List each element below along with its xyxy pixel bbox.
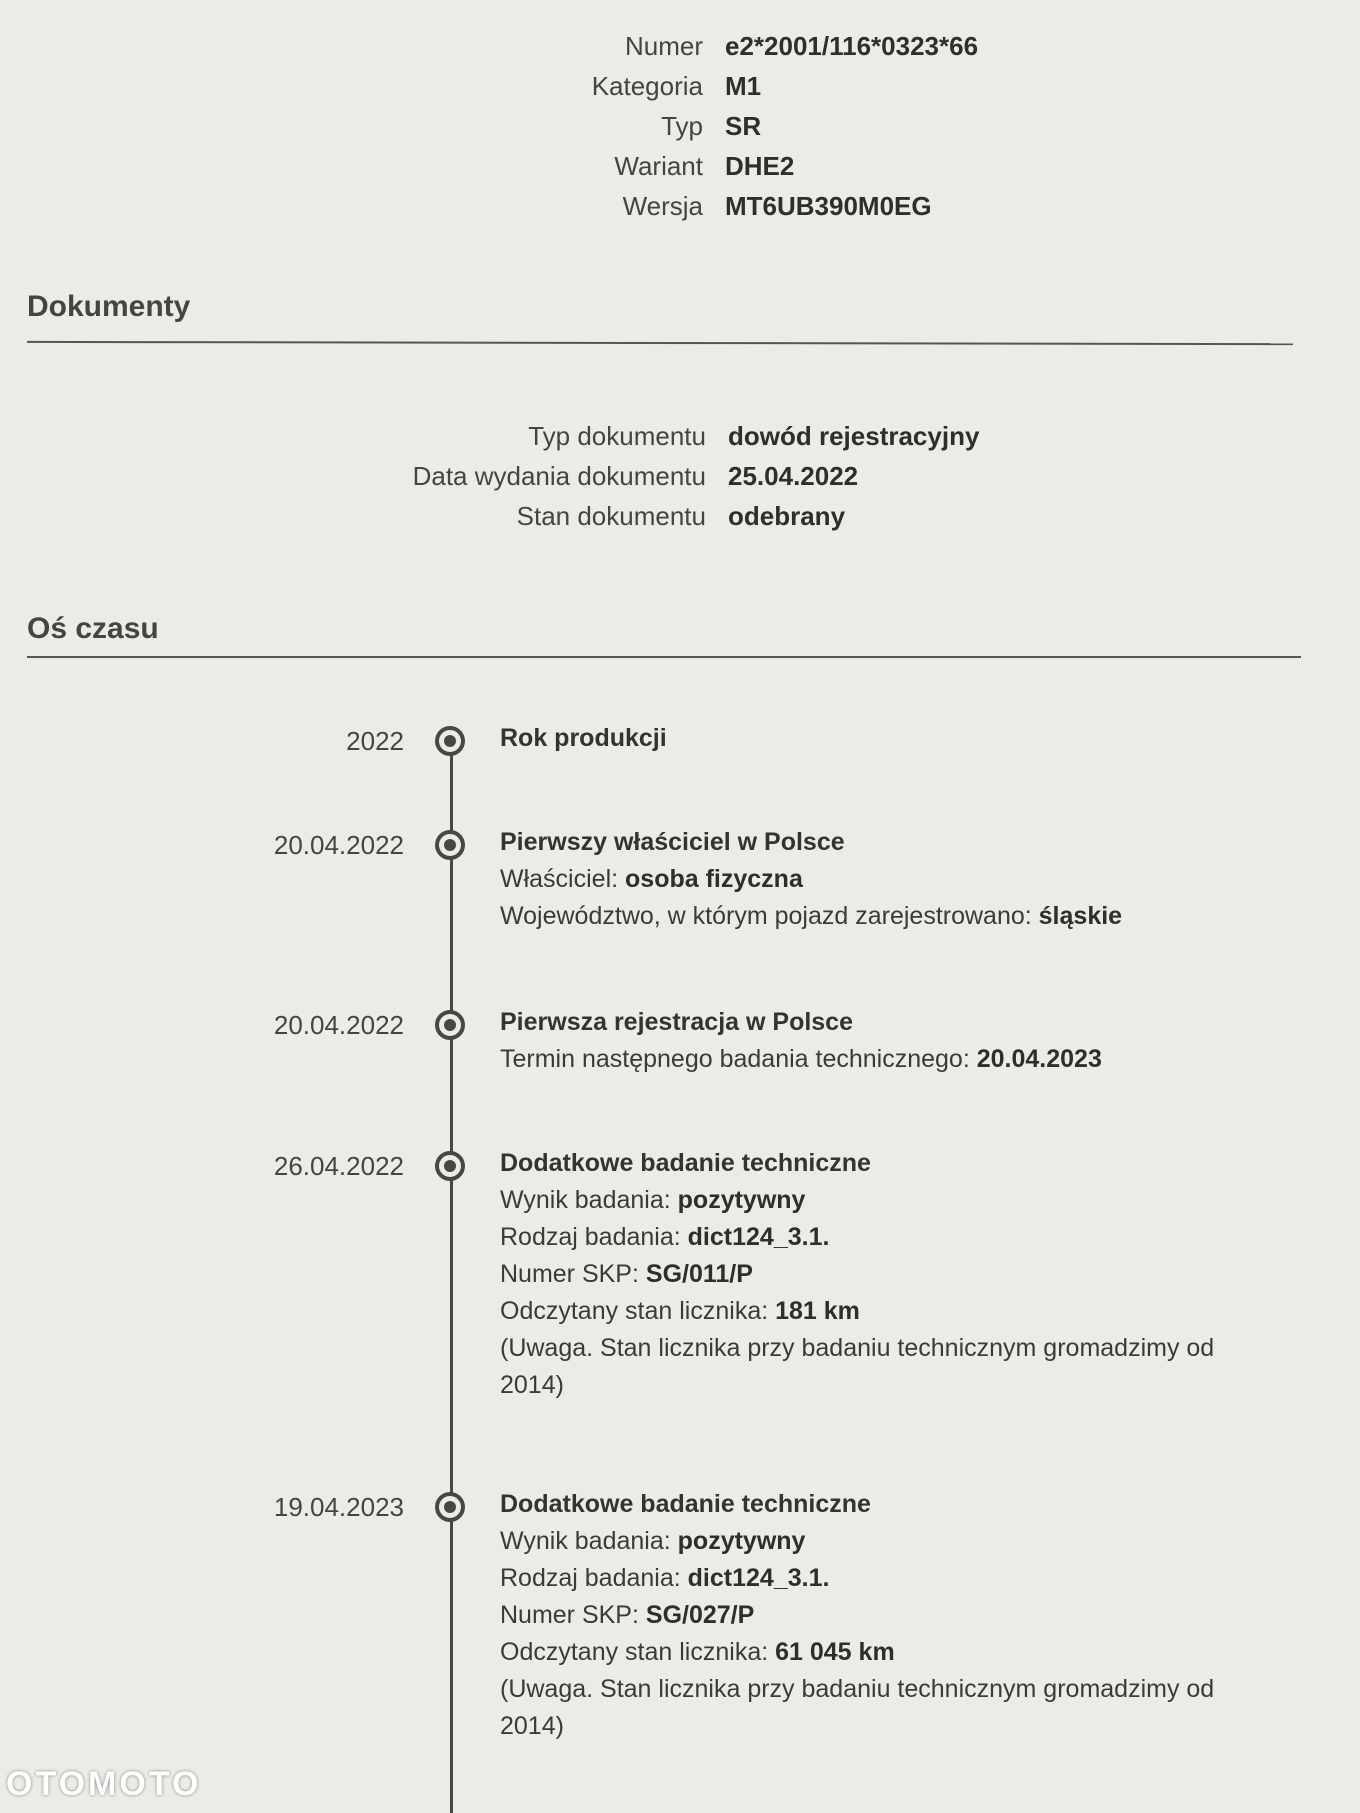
detail-value: dict124_3.1.: [687, 1223, 830, 1251]
document-row-type: [0, 416, 979, 456]
detail-value: 181 km: [775, 1297, 860, 1325]
detail-label: Numer SKP:: [500, 1260, 639, 1288]
detail-label: Odczytany stan licznika:: [500, 1638, 769, 1666]
event-date: 26.04.2022: [273, 1151, 404, 1181]
event-detail: [500, 1041, 1260, 1078]
vehicle-approval-details: [0, 26, 978, 226]
event-body: [500, 1004, 1260, 1078]
event-title: Dodatkowe badanie techniczne: [500, 1490, 871, 1518]
field-value: M1: [725, 70, 762, 101]
field-value: DHE2: [725, 150, 795, 181]
event-body: [500, 720, 1260, 757]
detail-value: pozytywny: [677, 1186, 806, 1214]
event-detail: [500, 1219, 1260, 1256]
document-row-issue-date: [0, 456, 979, 496]
timeline-axis: [450, 744, 453, 1813]
detail-value: osoba fizyczna: [625, 865, 803, 893]
event-detail: [500, 1182, 1260, 1219]
note-text: (Uwaga. Stan licznika przy badaniu technicznym gromadzimy od 2014): [500, 1675, 1215, 1740]
event-detail: [500, 1560, 1260, 1597]
vehicle-row-category: [0, 66, 978, 106]
field-value: e2*2001/116*0323*66: [725, 30, 979, 61]
event-note: [500, 1671, 1260, 1745]
event-body: [500, 1145, 1260, 1404]
event-note: [500, 1330, 1260, 1404]
vehicle-row-version: [0, 186, 978, 226]
detail-value: SG/027/P: [645, 1601, 755, 1629]
detail-label: Odczytany stan licznika:: [500, 1297, 769, 1325]
field-value: odebrany: [728, 500, 846, 531]
event-body: [500, 824, 1260, 935]
detail-label: Właściciel:: [500, 865, 619, 893]
field-label: Typ: [661, 110, 703, 141]
field-label: Wariant: [614, 150, 703, 181]
event-detail: [500, 861, 1260, 898]
detail-label: Rodzaj badania:: [500, 1564, 681, 1592]
event-title: Rok produkcji: [500, 724, 667, 752]
documents-details: [0, 416, 979, 536]
detail-label: Numer SKP:: [500, 1601, 639, 1629]
event-detail: [500, 1523, 1260, 1560]
documents-heading: Dokumenty: [27, 290, 191, 323]
timeline-dot-icon: [435, 1010, 465, 1040]
detail-label: Województwo, w którym pojazd zarejestrowano:: [500, 902, 1032, 930]
detail-value: dict124_3.1.: [687, 1564, 830, 1592]
event-date: 20.04.2022: [273, 1010, 404, 1040]
note-text: (Uwaga. Stan licznika przy badaniu technicznym gromadzimy od 2014): [500, 1334, 1215, 1399]
field-value: MT6UB390M0EG: [725, 190, 932, 221]
field-label: Data wydania dokumentu: [412, 460, 706, 491]
event-date: 19.04.2023: [273, 1492, 404, 1522]
timeline-heading: Oś czasu: [27, 612, 159, 645]
event-title: Pierwszy właściciel w Polsce: [500, 828, 845, 856]
timeline-dot-icon: [435, 726, 465, 756]
event-detail: [500, 1293, 1260, 1330]
event-title: Dodatkowe badanie techniczne: [500, 1149, 871, 1177]
detail-value: 20.04.2023: [976, 1045, 1102, 1073]
field-label: Wersja: [622, 190, 703, 221]
timeline: [0, 720, 1360, 1813]
document-row-status: [0, 496, 979, 536]
field-label: Stan dokumentu: [516, 500, 706, 531]
event-detail: [500, 1634, 1260, 1671]
vehicle-row-type: [0, 106, 978, 146]
field-label: Numer: [624, 30, 703, 61]
event-date: 20.04.2022: [273, 830, 404, 860]
event-detail: [500, 898, 1260, 935]
event-detail: [500, 1256, 1260, 1293]
detail-value: SG/011/P: [645, 1260, 753, 1288]
vehicle-row-number: [0, 26, 978, 66]
timeline-dot-icon: [435, 1151, 465, 1181]
field-value: dowód rejestracyjny: [728, 420, 980, 451]
event-body: [500, 1486, 1260, 1745]
detail-value: 61 045 km: [775, 1638, 895, 1666]
field-value: 25.04.2022: [728, 460, 859, 491]
field-value: SR: [725, 110, 762, 141]
field-label: Kategoria: [591, 70, 703, 101]
detail-label: Wynik badania:: [500, 1186, 671, 1214]
field-label: Typ dokumentu: [528, 420, 706, 451]
event-detail: [500, 1597, 1260, 1634]
timeline-dot-icon: [435, 1492, 465, 1522]
event-date: 2022: [346, 726, 404, 756]
detail-label: Termin następnego badania technicznego:: [500, 1045, 970, 1073]
detail-value: śląskie: [1038, 902, 1123, 930]
documents-divider: [27, 341, 1293, 345]
otomoto-watermark-logo: OTOMOTO: [6, 1765, 202, 1803]
vehicle-row-variant: [0, 146, 978, 186]
detail-value: pozytywny: [677, 1527, 806, 1555]
detail-label: Wynik badania:: [500, 1527, 671, 1555]
detail-label: Rodzaj badania:: [500, 1223, 681, 1251]
event-title: Pierwsza rejestracja w Polsce: [500, 1008, 853, 1036]
timeline-dot-icon: [435, 830, 465, 860]
timeline-divider: [27, 656, 1301, 658]
